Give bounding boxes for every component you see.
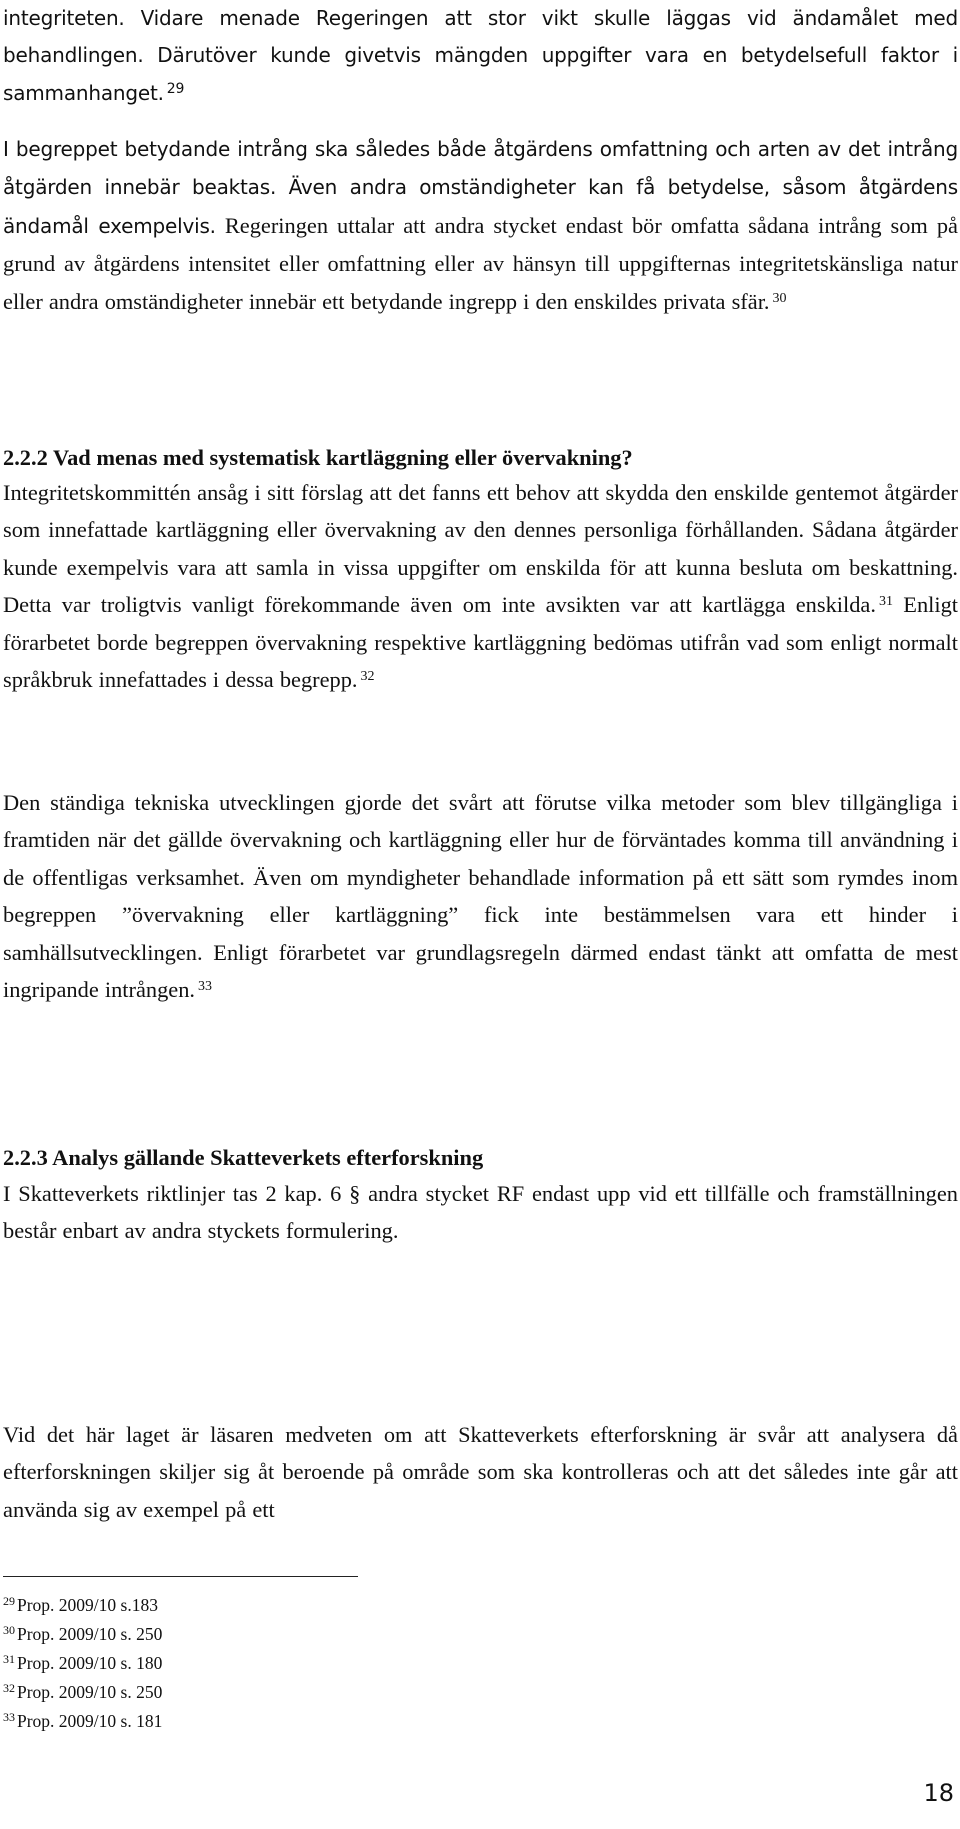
paragraph-4-text: Den ständiga tekniska utvecklingen gjorde det svårt att förutse vilka metoder som blev tillgängliga i framtiden när det gällde övervakning och kartläggning eller hur de förväntades komma till användning i de offentligas verksamhet. Även om myndigheter behandlade information på ett sätt som rymdes inom begreppen ”övervakning eller kartläggning” fick inte bestämmelsen vara ett hinder i samhällsutvecklingen. Enligt förarbetet var grundlagsregeln därmed endast tänkt att omfatta de mest ingripande intrången.	[3, 790, 958, 1003]
paragraph-2-sans-text: I begreppet betydande intrång ska således både åtgärdens omfattning och arten av det intrång åtgärden innebär beaktas. Även andra omständigheter kan få betydelse, såsom åtgärdens ändamål exempelvis.	[3, 137, 958, 238]
footnote-32	[3, 1678, 162, 1707]
footnote-separator	[3, 1576, 358, 1577]
footnote-ref-29[interactable]: 29	[166, 80, 185, 97]
paragraph-5	[3, 1175, 958, 1250]
paragraph-6	[3, 1416, 958, 1528]
paragraph-5-text: I Skatteverkets riktlinjer tas 2 kap. 6 § andra stycket RF endast upp vid ett tillfälle och framställningen består enbart av andra styckets formulering.	[3, 1181, 958, 1244]
footnote-text: Prop. 2009/10 s. 181	[17, 1711, 163, 1731]
footnote-text: Prop. 2009/10 s.183	[17, 1595, 158, 1615]
paragraph-6-text: Vid det här laget är läsaren medveten om att Skatteverkets efterforskning är svår att analysera då efterforskningen skiljer sig åt beroende på område som ska kontrolleras och att det således inte går att använda sig av exempel på ett	[3, 1422, 958, 1522]
paragraph-2-text: Regeringen uttalar att andra stycket endast bör omfatta sådana intrång som på grund av åtgärdens intensitet eller omfattning eller av hänsyn till uppgifternas integritetskänsliga natur eller andra omständigheter innebär ett betydande ingrepp i den enskildes privata sfär.	[3, 212, 958, 314]
paragraph-3	[3, 474, 958, 698]
footnote-text: Prop. 2009/10 s. 180	[17, 1653, 163, 1673]
paragraph-1-text: integriteten. Vidare menade Regeringen att stor vikt skulle läggas vid ändamålet med behandlingen. Därutöver kunde givetvis mängden uppgifter vara en betydelsefull faktor i sammanhanget.	[3, 6, 958, 105]
footnote-ref-32[interactable]: 32	[360, 669, 375, 685]
footnote-text: Prop. 2009/10 s. 250	[17, 1624, 163, 1644]
footnote-ref-33[interactable]: 33	[198, 979, 213, 995]
footnote-number: 29	[3, 1594, 15, 1608]
paragraph-4	[3, 784, 958, 1008]
footnote-ref-30[interactable]: 30	[772, 290, 787, 306]
footnote-29	[3, 1591, 162, 1620]
paragraph-2	[3, 130, 958, 320]
footnote-31	[3, 1649, 162, 1678]
paragraph-1	[3, 0, 958, 112]
section-heading-2-2-3: 2.2.3 Analys gällande Skatteverkets efterforskning	[3, 1145, 484, 1170]
footnote-number: 33	[3, 1710, 15, 1724]
footnote-text: Prop. 2009/10 s. 250	[17, 1682, 163, 1702]
footnote-33	[3, 1707, 162, 1736]
footnote-number: 32	[3, 1681, 15, 1695]
footnote-number: 31	[3, 1652, 15, 1666]
footnote-number: 30	[3, 1623, 15, 1637]
section-heading-2-2-2: 2.2.2 Vad menas med systematisk kartläggning eller övervakning?	[3, 445, 633, 470]
paragraph-3-text-1: Integritetskommittén ansåg i sitt förslag att det fanns ett behov att skydda den enskilde gentemot åtgärder som innefattade kartläggning eller övervakning av den dennes personliga förhållanden. Sådana åtgärder kunde exempelvis vara att samla in vissa uppgifter om enskilda för att kunna besluta om beskattning. Detta var troligtvis vanligt förekommande även om inte avsikten var att kartlägga enskilda.	[3, 480, 958, 618]
paragraph-3-text-2: Enligt förarbetet borde begreppen övervakning respektive kartläggning bedömas utifrån vad som enligt normalt språkbruk innefattades i dessa begrepp.	[3, 592, 958, 693]
footnote-30	[3, 1620, 162, 1649]
page-number: 18	[923, 1779, 954, 1807]
footnote-ref-31[interactable]: 31	[878, 594, 893, 610]
footnotes	[3, 1591, 162, 1736]
